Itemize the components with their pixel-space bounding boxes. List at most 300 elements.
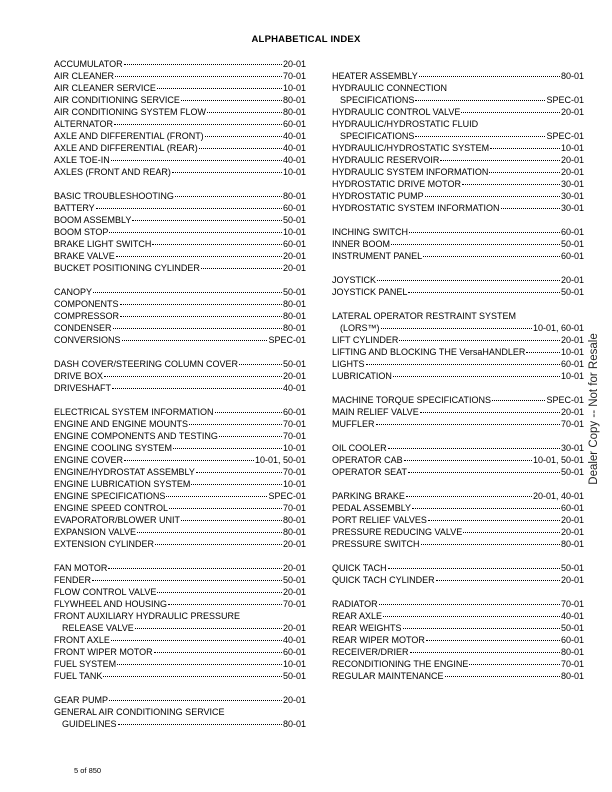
index-entry <box>332 634 584 646</box>
index-entry-label: LIFTING AND BLOCKING THE VersaHANDLER <box>332 347 526 357</box>
index-entry-label: FAN MOTOR <box>54 563 108 573</box>
index-entry <box>54 610 306 634</box>
dot-leader <box>410 652 560 653</box>
dot-leader <box>92 580 282 581</box>
index-entry-page: 50-01 <box>282 287 306 297</box>
index-entry <box>54 238 306 250</box>
index-entry-label: AXLE AND DIFFERENTIAL (FRONT) <box>54 131 204 141</box>
index-entry <box>332 70 584 82</box>
index-entry <box>332 274 584 286</box>
index-entry-page: 20-01 <box>560 335 584 345</box>
index-entry-page: 80-01 <box>282 527 306 537</box>
index-entry-label: JOYSTICK <box>332 275 377 285</box>
dot-leader <box>157 88 282 89</box>
index-entry-label: HYDRAULIC SYSTEM INFORMATION <box>332 167 489 177</box>
index-entry-label: DRIVESHAFT <box>54 383 112 393</box>
index-entry-label: ELECTRICAL SYSTEM INFORMATION <box>54 407 214 417</box>
index-entry-page: 60-01 <box>282 119 306 129</box>
index-entry-label: HYDRAULIC RESERVOIR <box>332 155 440 165</box>
index-entry <box>332 514 584 526</box>
index-entry <box>54 574 306 586</box>
index-entry-page: 40-01 <box>282 155 306 165</box>
dot-leader <box>199 148 282 149</box>
dot-leader <box>201 268 282 269</box>
dot-leader <box>526 352 560 353</box>
index-entry-label: HYDROSTATIC DRIVE MOTOR <box>332 179 462 189</box>
index-entry-label: GUIDELINES <box>62 719 117 729</box>
index-entry <box>332 370 584 382</box>
dot-leader <box>116 256 282 257</box>
index-entry-label: QUICK TACH <box>332 563 387 573</box>
index-entry <box>54 562 306 574</box>
dot-leader <box>379 604 560 605</box>
index-entry-page: 20-01 <box>282 371 306 381</box>
index-entry-page: 30-01 <box>560 179 584 189</box>
index-entry-page: SPEC-01 <box>268 491 306 501</box>
index-entry-label: ENGINE COVER <box>54 455 124 465</box>
index-entry-page: 60-01 <box>560 635 584 645</box>
index-entry-page: 20-01 <box>282 251 306 261</box>
index-entry <box>54 322 306 334</box>
index-entry <box>332 82 584 106</box>
dot-leader <box>205 136 282 137</box>
index-entry-label: EXPANSION VALVE <box>54 527 137 537</box>
index-entry <box>332 166 584 178</box>
index-entry-label: RECEIVER/DRIER <box>332 647 409 657</box>
dot-leader <box>172 172 282 173</box>
index-entry <box>332 418 584 430</box>
index-entry-page: 10-01 <box>282 167 306 177</box>
index-entry <box>332 226 584 238</box>
dot-leader <box>109 700 282 701</box>
index-entry-label: AXLES (FRONT AND REAR) <box>54 167 171 177</box>
index-entry-page: 70-01 <box>560 419 584 429</box>
index-entry <box>54 598 306 610</box>
index-entry <box>54 58 306 70</box>
index-entry <box>332 538 584 550</box>
index-entry-page: 80-01 <box>560 539 584 549</box>
index-entry-page: 80-01 <box>282 515 306 525</box>
index-entry-page: 50-01 <box>560 239 584 249</box>
index-entry-label: DASH COVER/STEERING COLUMN COVER <box>54 359 239 369</box>
index-entry-page: SPEC-01 <box>546 395 584 405</box>
index-entry <box>54 310 306 322</box>
index-entry-label: AXLE AND DIFFERENTIAL (REAR) <box>54 143 198 153</box>
index-entry-label: AIR CLEANER SERVICE <box>54 83 156 93</box>
index-entry <box>332 202 584 214</box>
index-entry-page: 80-01 <box>282 299 306 309</box>
dot-leader <box>403 628 560 629</box>
index-entry <box>54 694 306 706</box>
index-entry-label: AIR CONDITIONING SERVICE <box>54 95 180 105</box>
index-entry-page: 20-01 <box>282 59 306 69</box>
entry-spacer <box>54 274 306 286</box>
page-title: ALPHABETICAL INDEX <box>251 34 361 45</box>
entry-spacer <box>54 682 306 694</box>
index-entry-label: MAIN RELIEF VALVE <box>332 407 419 417</box>
index-entry <box>332 190 584 202</box>
index-entry-page: 80-01 <box>282 95 306 105</box>
dot-leader <box>189 424 282 425</box>
index-entry-label: COMPRESSOR <box>54 311 120 321</box>
index-entry-label: BOOM STOP <box>54 227 109 237</box>
index-entry-page: 40-01 <box>282 635 306 645</box>
index-entry <box>54 250 306 262</box>
index-entry-page: 40-01 <box>282 383 306 393</box>
index-entry-label: EVAPORATOR/BLOWER UNIT <box>54 515 181 525</box>
dot-leader <box>112 388 282 389</box>
dot-leader <box>175 196 282 197</box>
index-entry-page: 50-01 <box>560 467 584 477</box>
index-entry <box>54 442 306 454</box>
index-entry <box>332 658 584 670</box>
index-entry-label: FENDER <box>54 575 92 585</box>
index-entry-label: PORT RELIEF VALVES <box>332 515 427 525</box>
index-entry-label: REAR WEIGHTS <box>332 623 402 633</box>
index-entry <box>54 202 306 214</box>
dot-leader <box>366 364 560 365</box>
index-entry-page: 70-01 <box>282 419 306 429</box>
index-entry-label: MACHINE TORQUE SPECIFICATIONS <box>332 395 492 405</box>
index-entry-page: 60-01 <box>282 203 306 213</box>
index-entry-page: 20-01 <box>560 527 584 537</box>
dot-leader <box>137 532 282 533</box>
index-entry-label: FLOW CONTROL VALVE <box>54 587 157 597</box>
dot-leader <box>104 376 282 377</box>
index-entry-label: BASIC TROUBLESHOOTING <box>54 191 174 201</box>
entry-spacer <box>332 298 584 310</box>
index-entry-page: 60-01 <box>282 407 306 417</box>
index-entry-label: ENGINE SPEED CONTROL <box>54 503 169 513</box>
dot-leader <box>173 448 282 449</box>
index-entry-page: 80-01 <box>282 107 306 117</box>
dot-leader <box>423 256 560 257</box>
index-entry <box>54 358 306 370</box>
index-entry-label: AIR CLEANER <box>54 71 115 81</box>
dot-leader <box>426 640 560 641</box>
index-entry-page: 20-01 <box>282 695 306 705</box>
index-entry-label: ACCUMULATOR <box>54 59 123 69</box>
entry-spacer <box>54 178 306 190</box>
index-entry <box>54 658 306 670</box>
dot-leader <box>388 448 560 449</box>
entry-spacer <box>54 394 306 406</box>
index-entry-page: 10-01 <box>282 83 306 93</box>
index-entry-label: QUICK TACH CYLINDER <box>332 575 435 585</box>
index-entry-label: OPERATOR CAB <box>332 455 403 465</box>
dot-leader <box>406 496 532 497</box>
index-entry <box>332 154 584 166</box>
index-entry-label: RECONDITIONING THE ENGINE <box>332 659 469 669</box>
index-entry <box>54 262 306 274</box>
entry-spacer <box>332 214 584 226</box>
index-entry <box>54 670 306 682</box>
index-entry <box>54 166 306 178</box>
index-entry <box>54 214 306 226</box>
index-entry-page: 20-01 <box>282 263 306 273</box>
index-entry-page: 20-01 <box>560 107 584 117</box>
index-entry-label: ENGINE/HYDROSTAT ASSEMBLY <box>54 467 195 477</box>
dot-leader <box>462 184 560 185</box>
dot-leader <box>113 328 282 329</box>
dot-leader <box>490 148 560 149</box>
index-entry-page: 40-01 <box>282 131 306 141</box>
index-entry-label: AXLE TOE-IN <box>54 155 110 165</box>
index-entry-label: FUEL TANK <box>54 671 103 681</box>
index-entry <box>332 598 584 610</box>
dot-leader <box>157 592 282 593</box>
index-entry-label: ENGINE COOLING SYSTEM <box>54 443 173 453</box>
index-entry-label: RADIATOR <box>332 599 378 609</box>
dot-leader <box>415 100 545 101</box>
dot-leader <box>381 328 532 329</box>
index-entry <box>332 442 584 454</box>
index-entry <box>332 454 584 466</box>
index-entry <box>332 466 584 478</box>
index-entry-label: FRONT WIPER MOTOR <box>54 647 153 657</box>
dot-leader <box>135 628 282 629</box>
index-entry <box>54 454 306 466</box>
dot-leader <box>115 76 282 77</box>
index-entry-label: HYDROSTATIC SYSTEM INFORMATION <box>332 203 500 213</box>
index-entry-label: AIR CONDITIONING SYSTEM FLOW <box>54 107 207 117</box>
index-entry-label: ENGINE AND ENGINE MOUNTS <box>54 419 189 429</box>
index-entry-label: HEATER ASSEMBLY <box>332 71 418 81</box>
index-entry-page: 10-01, 50-01 <box>532 455 584 465</box>
dot-leader <box>96 208 282 209</box>
index-entry <box>332 178 584 190</box>
index-entry <box>332 118 584 142</box>
index-entry-label: COMPONENTS <box>54 299 119 309</box>
index-entry-page: 50-01 <box>282 575 306 585</box>
index-entry-page: 80-01 <box>560 647 584 657</box>
index-entry <box>332 106 584 118</box>
index-entry <box>332 358 584 370</box>
dot-leader <box>391 244 560 245</box>
index-entry-page: 60-01 <box>560 227 584 237</box>
index-entry <box>332 238 584 250</box>
index-entry-page: 60-01 <box>560 503 584 513</box>
dot-leader <box>132 220 282 221</box>
index-entry-page: 20-01 <box>282 539 306 549</box>
index-entry <box>54 430 306 442</box>
page-number: 5 of 850 <box>74 766 102 775</box>
index-entry-label: GEAR PUMP <box>54 695 109 705</box>
dot-leader <box>425 196 560 197</box>
dot-leader <box>166 496 267 497</box>
index-entry-label: PRESSURE SWITCH <box>332 539 420 549</box>
dot-leader <box>415 136 545 137</box>
index-entry-page: 20-01 <box>560 407 584 417</box>
index-entry <box>332 406 584 418</box>
index-entry-label: BATTERY <box>54 203 95 213</box>
index-entry <box>332 394 584 406</box>
index-entry-page: 60-01 <box>282 239 306 249</box>
index-entry-label: CONVERSIONS <box>54 335 121 345</box>
index-entry-page: 10-01 <box>560 143 584 153</box>
index-entry-page: 80-01 <box>282 719 306 729</box>
index-entry <box>332 610 584 622</box>
dot-leader <box>155 544 282 545</box>
dot-leader <box>404 460 532 461</box>
index-entry <box>54 538 306 550</box>
index-entry-page: 30-01 <box>560 443 584 453</box>
index-entry-label: HYDRAULIC/HYDROSTATIC FLUID <box>332 119 479 129</box>
index-entry <box>54 406 306 418</box>
index-entry-label: OPERATOR SEAT <box>332 467 408 477</box>
dot-leader <box>461 112 560 113</box>
index-entry-page: 10-01 <box>282 479 306 489</box>
index-entry <box>54 514 306 526</box>
index-entry-label: ENGINE LUBRICATION SYSTEM <box>54 479 191 489</box>
index-entry <box>54 94 306 106</box>
index-entry <box>332 250 584 262</box>
index-entry <box>332 142 584 154</box>
index-entry-label: HYDRAULIC/HYDROSTATIC SYSTEM <box>332 143 490 153</box>
dot-leader <box>111 160 282 161</box>
entry-spacer <box>332 58 584 70</box>
index-entry-page: 20-01 <box>282 623 306 633</box>
dot-leader <box>377 280 560 281</box>
dot-leader <box>154 652 282 653</box>
index-entry-page: 20-01 <box>282 587 306 597</box>
index-entry-label: PRESSURE REDUCING VALVE <box>332 527 463 537</box>
index-entry-label: INCHING SWITCH <box>332 227 408 237</box>
index-entry-label: HYDRAULIC CONNECTION <box>332 83 448 93</box>
index-entry-page: 50-01 <box>560 287 584 297</box>
index-entry <box>54 82 306 94</box>
index-entry-label: BOOM ASSEMBLY <box>54 215 132 225</box>
index-entry-label: GENERAL AIR CONDITIONING SERVICE <box>54 707 225 717</box>
index-entry-page: 10-01 <box>560 347 584 357</box>
index-entry <box>54 370 306 382</box>
index-entry-page: SPEC-01 <box>268 335 306 345</box>
index-entry-page: 10-01, 60-01 <box>532 323 584 333</box>
dot-leader <box>428 520 560 521</box>
index-entry-label: HYDRAULIC CONTROL VALVE <box>332 107 461 117</box>
index-entry-label: FRONT AXLE <box>54 635 110 645</box>
index-entry-label: JOYSTICK PANEL <box>332 287 408 297</box>
index-entry <box>332 334 584 346</box>
index-entry-page: 70-01 <box>560 599 584 609</box>
dot-leader <box>169 508 282 509</box>
dot-leader <box>114 124 282 125</box>
index-entry <box>54 106 306 118</box>
index-entry <box>54 382 306 394</box>
index-entry-label: CANOPY <box>54 287 93 297</box>
dot-leader <box>409 232 560 233</box>
dot-leader <box>181 100 282 101</box>
dot-leader <box>383 616 560 617</box>
index-entry-label: OIL COOLER <box>332 443 387 453</box>
index-entry <box>54 286 306 298</box>
dot-leader <box>492 400 545 401</box>
index-entry-page: 20-01 <box>282 563 306 573</box>
dot-leader <box>118 724 282 725</box>
index-entry-label: MUFFLER <box>332 419 375 429</box>
dot-leader <box>152 244 282 245</box>
index-column-right <box>332 58 584 682</box>
entry-spacer <box>332 382 584 394</box>
index-entry <box>54 490 306 502</box>
index-entry <box>332 286 584 298</box>
dot-leader <box>469 664 560 665</box>
index-entry <box>54 190 306 202</box>
index-entry-page: 50-01 <box>560 563 584 573</box>
dot-leader <box>408 472 560 473</box>
dot-leader <box>421 544 560 545</box>
dot-leader <box>109 232 282 233</box>
dot-leader <box>181 520 282 521</box>
index-entry-page: 10-01 <box>282 659 306 669</box>
dot-leader <box>501 208 560 209</box>
index-entry-page: 20-01 <box>560 575 584 585</box>
dot-leader <box>122 340 268 341</box>
index-entry <box>54 466 306 478</box>
index-entry-page: 20-01 <box>560 155 584 165</box>
dot-leader <box>207 112 282 113</box>
index-entry-label: SPECIFICATIONS <box>340 131 415 141</box>
index-entry-page: 20-01 <box>560 275 584 285</box>
dot-leader <box>440 160 560 161</box>
index-entry-label: HYDROSTATIC PUMP <box>332 191 424 201</box>
index-entry-page: SPEC-01 <box>546 131 584 141</box>
index-entry-page: 50-01 <box>560 623 584 633</box>
dot-leader <box>393 376 560 377</box>
index-entry-page: 70-01 <box>282 431 306 441</box>
index-entry-label: REGULAR MAINTENANCE <box>332 671 444 681</box>
index-entry <box>332 646 584 658</box>
index-entry-label: INNER BOOM <box>332 239 391 249</box>
dot-leader <box>419 76 560 77</box>
index-entry-label: INSTRUMENT PANEL <box>332 251 423 261</box>
dot-leader <box>399 340 560 341</box>
index-entry-page: 60-01 <box>560 359 584 369</box>
index-entry-label: FUEL SYSTEM <box>54 659 117 669</box>
dot-leader <box>489 172 560 173</box>
dot-leader <box>239 364 282 365</box>
index-entry <box>54 634 306 646</box>
index-entry-page: 10-01 <box>560 371 584 381</box>
dot-leader <box>388 568 560 569</box>
index-entry-label: PARKING BRAKE <box>332 491 405 501</box>
dot-leader <box>408 292 560 293</box>
dot-leader <box>196 472 282 473</box>
index-entry-label: BRAKE LIGHT SWITCH <box>54 239 152 249</box>
index-entry <box>54 646 306 658</box>
entry-spacer <box>332 586 584 598</box>
index-entry-page: 70-01 <box>282 599 306 609</box>
index-entry <box>332 622 584 634</box>
index-entry <box>332 310 584 334</box>
dot-leader <box>117 664 282 665</box>
dot-leader <box>108 568 282 569</box>
index-entry <box>54 418 306 430</box>
index-entry-page: 70-01 <box>282 467 306 477</box>
index-entry-label: BUCKET POSITIONING CYLINDER <box>54 263 200 273</box>
index-entry <box>54 154 306 166</box>
dot-leader <box>376 424 560 425</box>
index-entry-label: DRIVE BOX <box>54 371 104 381</box>
index-entry-page: 10-01 <box>282 443 306 453</box>
index-entry-label: LIFT CYLINDER <box>332 335 399 345</box>
entry-spacer <box>332 478 584 490</box>
entry-spacer <box>54 346 306 358</box>
index-entry-page: 60-01 <box>282 647 306 657</box>
dot-leader <box>445 676 560 677</box>
index-entry <box>332 502 584 514</box>
index-entry <box>54 334 306 346</box>
